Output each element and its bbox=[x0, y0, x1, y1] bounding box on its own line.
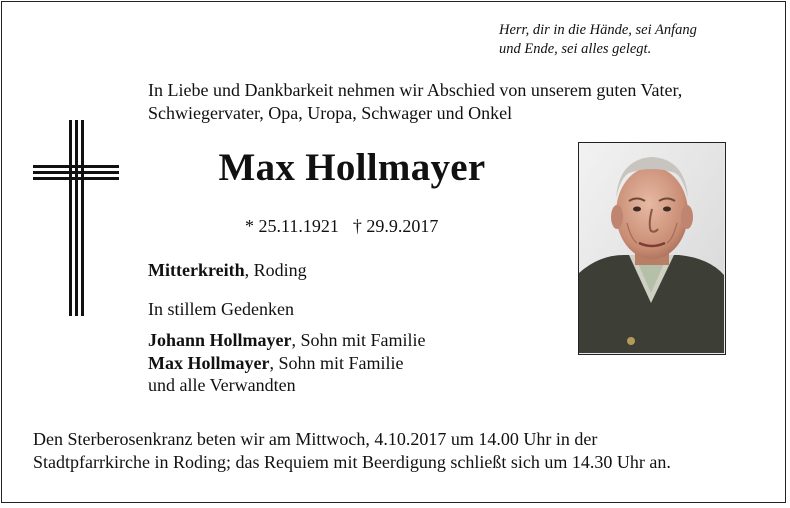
service-notice bbox=[33, 428, 773, 474]
intro-line-2: Schwiegervater, Opa, Uropa, Schwager und Onkel bbox=[148, 103, 513, 123]
residence-town: Mitterkreith bbox=[148, 260, 245, 280]
motto-line-2: und Ende, sei alles gelegt. bbox=[499, 41, 652, 57]
cross-icon bbox=[33, 120, 119, 316]
intro-text bbox=[148, 79, 768, 125]
portrait-photo bbox=[578, 142, 726, 355]
residence-suffix: , Roding bbox=[244, 260, 307, 280]
mourner-relation: , Sohn mit Familie bbox=[291, 330, 426, 350]
mourner-name: Johann Hollmayer bbox=[148, 330, 292, 350]
mourner-entry bbox=[148, 374, 426, 397]
service-notice-line-1: Den Sterberosenkranz beten wir am Mittwoch, 4.10.2017 um 14.00 Uhr in der bbox=[33, 429, 598, 449]
motto-line-1: Herr, dir in die Hände, sei Anfang bbox=[499, 22, 697, 38]
mourner-relation: , Sohn mit Familie bbox=[269, 352, 404, 373]
mourner-entry bbox=[148, 329, 426, 352]
mourner-entry bbox=[148, 352, 426, 375]
intro-line-1: In Liebe und Dankbarkeit nehmen wir Abschied von unserem guten Vater, bbox=[148, 80, 683, 100]
portrait-image bbox=[579, 143, 724, 353]
deceased-name: Max Hollmayer bbox=[218, 146, 486, 189]
death-date: † 29.9.2017 bbox=[352, 216, 439, 236]
birth-date: * 25.11.1921 bbox=[245, 216, 339, 236]
motto bbox=[499, 21, 697, 59]
service-notice-line-2: Stadtpfarrkirche in Roding; das Requiem mit Beerdigung schließt sich um 14.30 Uhr an. bbox=[33, 452, 671, 472]
life-dates bbox=[245, 215, 438, 237]
mourner-name: Max Hollmayer bbox=[148, 352, 270, 373]
remembrance-text: In stillem Gedenken bbox=[148, 299, 294, 319]
residence bbox=[148, 259, 307, 281]
mourner-relation: und alle Verwandten bbox=[148, 375, 296, 395]
mourners-list bbox=[148, 329, 426, 397]
